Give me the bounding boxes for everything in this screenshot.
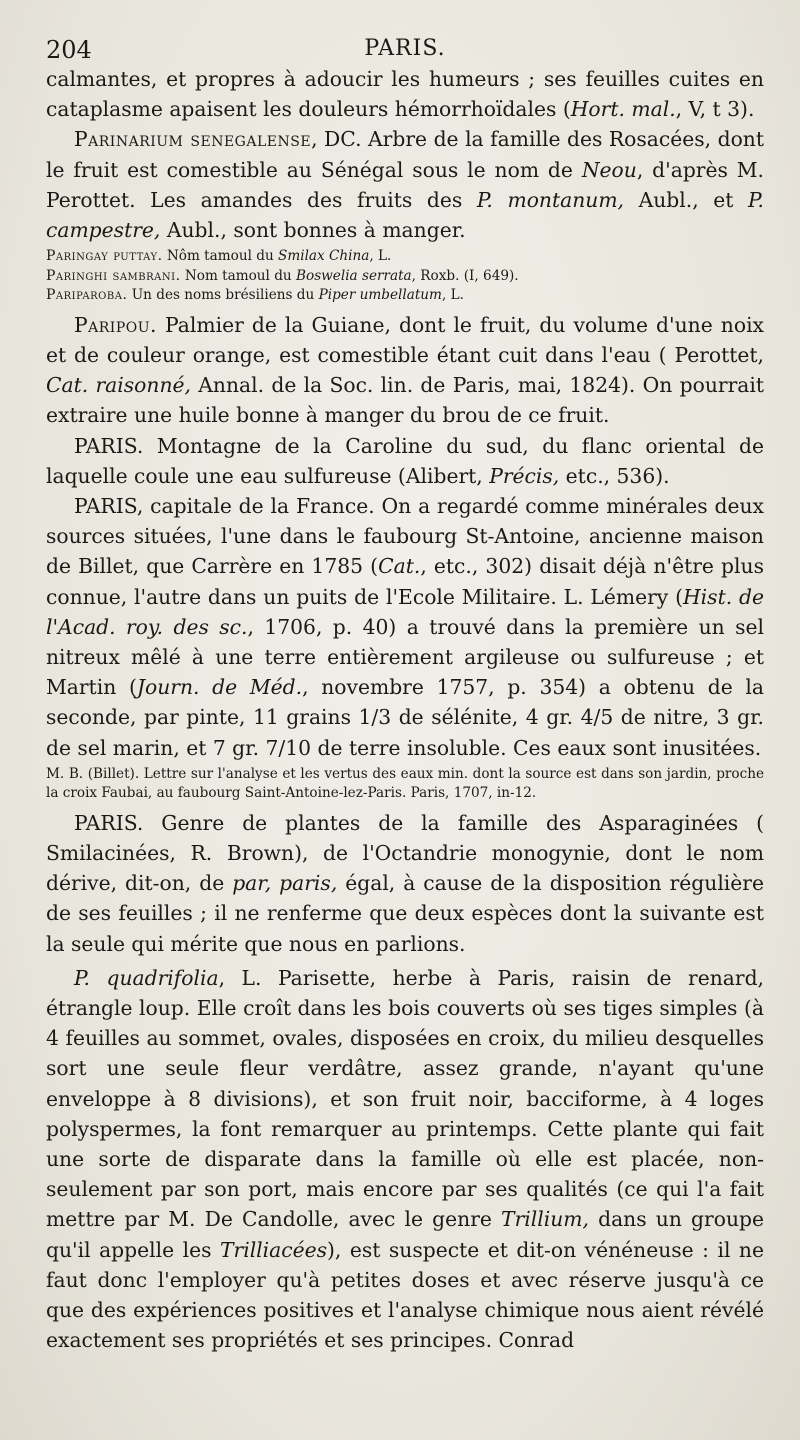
note-paripaioba: Pariparoba. Un des noms brésiliens du Piper umbellatum, L. — [46, 287, 464, 304]
entry-term: PARIS — [74, 493, 137, 518]
page-header — [46, 28, 764, 64]
entry-paris-quadrifolia: P. quadrifolia, L. Parisette, herbe à Paris, raisin de renard, étrangle loup. Elle croît dans les bois couverts où ses tiges simples (à 4 feuilles au sommet, ovales, disposées en croix, du milieu desquelles sort une seule fleur verdâtre, assez grande, n'ayant qu'une enveloppe à 8 divisions), et son fruit noir, bacciforme, à 4 loges polyspermes, la font remarquer au printemps. Cette plante qui fait une sorte de disparate dans la famille où elle est placée, non-seulement par son port, mais encore par ses qualités (ce qui l'a fait mettre par M. De Candolle, avec le genre Trillium, dans un groupe qu'il appelle les Trilliacées), est suspecte et dit-on vénéneuse : il ne faut donc l'employer qu'à petites doses et avec réserve jusqu'à ce que des expériences positives et l'analyse chimique nous aient révélé exactement ses propriétés et ses principes. Conrad — [46, 965, 765, 1353]
entry-term: P. quadrifolia — [74, 965, 219, 990]
page-number: 204 — [46, 36, 92, 64]
entry-term: Parinarium senegalense — [74, 127, 312, 152]
entry-term: PARIS. — [74, 810, 144, 835]
entry-parinarium: Parinarium senegalense, DC. Arbre de la famille des Rosacées, dont le fruit est comestible au Sénégal sous le nom de Neou, d'après M. Perottet. Les amandes des fruits des P. montanum, Aubl., et P. campestre, Aubl., sont bonnes à manger. — [46, 127, 765, 243]
entry-paris-genre: PARIS. Genre de plantes de la famille des Asparaginées ( Smilacinées, R. Brown), de l'Octandrie monogynie, dont le nom dérive, dit-on, de par, paris, égal, à cause de la disposition régulière de ses feuilles ; il ne renferme que deux espèces dont la suivante est la seule qui mérite que nous en parlions. — [46, 810, 764, 956]
paragraph-calmantes: calmantes, et propres à adoucir les humeurs ; ses feuilles cuites en cataplasme apaisent les douleurs hémorrhoïdales (Hort. mal., V, t 3). — [46, 67, 764, 122]
note-billet: M. B. (Billet). Lettre sur l'analyse et les vertus des eaux min. dont la source est dans son jardin, proche la croix Faubai, au faubourg Saint-Antoine-lez-Paris. Paris, 1707, in-12. — [46, 765, 764, 802]
note-paringhi: Paringhi sambrani. Nom tamoul du Boswelia serrata, Roxb. (I, 649). — [46, 267, 519, 284]
entry-term: PARIS. — [74, 433, 144, 458]
note-paringay: Paringay puttay. Nôm tamoul du Smilax China, L. — [46, 248, 392, 265]
entry-paris-caroline: PARIS. Montagne de la Caroline du sud, du flanc oriental de laquelle coule une eau sulfureuse (Alibert, Précis, etc., 536). — [46, 433, 764, 488]
entry-term: Paripou. — [74, 312, 157, 337]
entry-term: Paringhi sambrani. — [46, 267, 181, 284]
running-title: PARIS. — [364, 36, 446, 61]
entry-term: Pariparoba. — [46, 287, 128, 304]
entry-term: Paringay puttay. — [46, 248, 163, 265]
entry-paris-capitale: PARIS, capitale de la France. On a regardé comme minérales deux sources situées, l'une dans le faubourg St-Antoine, ancienne maison de Billet, que Carrère en 1785 (Cat., etc., 302) disait déjà n'être plus connue, l'autre dans un puits de l'Ecole Militaire. L. Lémery (Hist. de l'Acad. roy. des sc., 1706, p. 40) a trouvé dans la première un sel nitreux mêlé à une terre entièrement argileuse ou sulfureuse ; et Martin (Journ. de Méd., novembre 1757, p. 354) a obtenu de la seconde, par pinte, 11 grains 1/3 de sélénite, 4 gr. 4/5 de nitre, 3 gr. de sel marin, et 7 gr. 7/10 de terre insoluble. Ces eaux sont inusitées. — [46, 493, 765, 760]
page-body — [46, 64, 764, 1355]
entry-paripou: Paripou. Palmier de la Guiane, dont le fruit, du volume d'une noix et de couleur orange, est comestible étant cuit dans l'eau ( Perottet, Cat. raisonné, Annal. de la Soc. lin. de Paris, mai, 1824). On pourrait extraire une huile bonne à manger du brou de ce fruit. — [46, 312, 764, 428]
